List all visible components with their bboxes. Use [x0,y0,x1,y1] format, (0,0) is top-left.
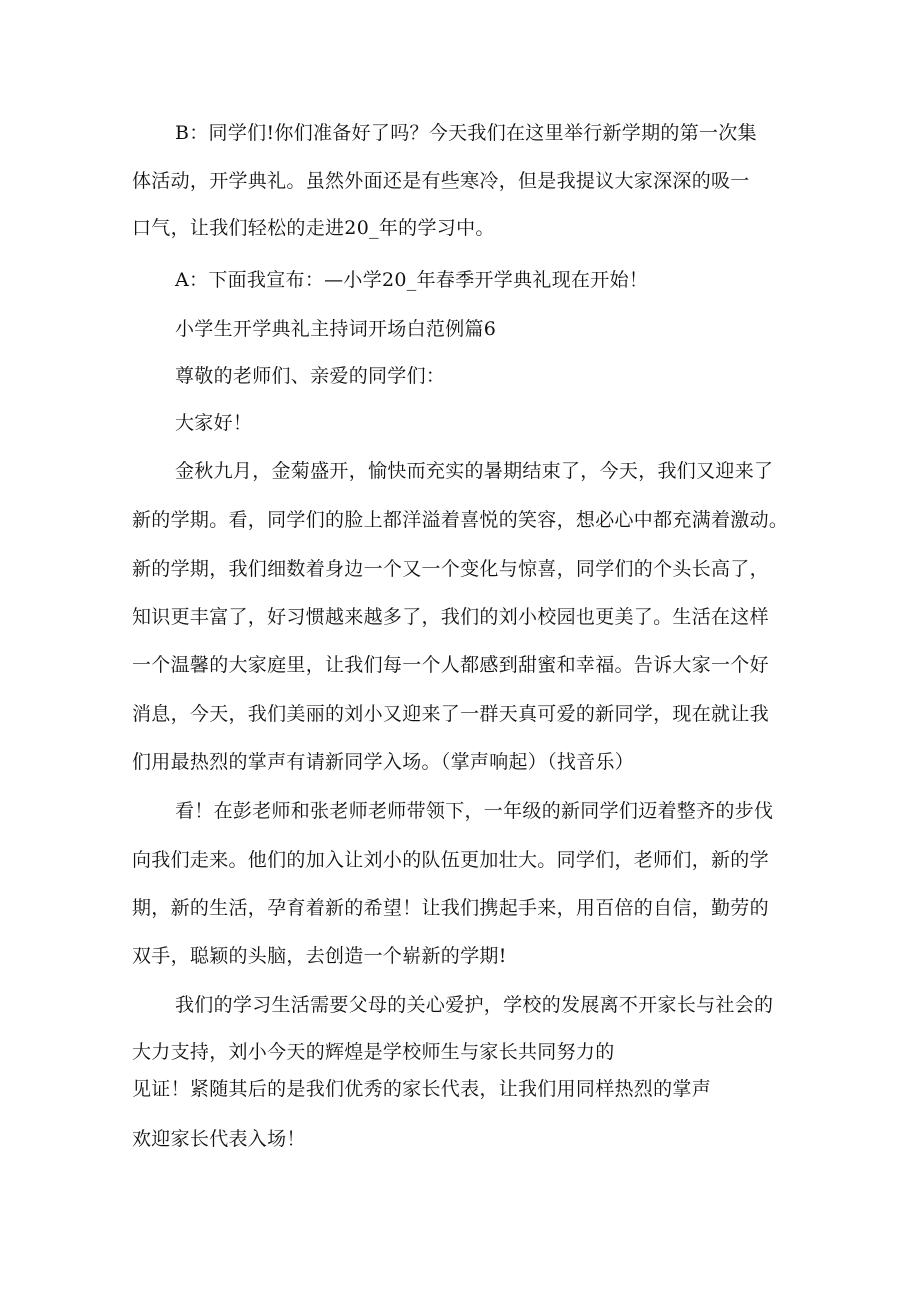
paragraph-line: 们用最热烈的掌声有请新同学入场。（掌声响起）（找音乐） [132,751,635,773]
paragraph-line: 向我们走来。他们的加入让刘小的队伍更加壮大。同学们，老师们，新的学 [132,849,769,871]
paragraph-line: 金秋九月，金菊盛开，愉快而充实的暑期结束了，今天，我们又迎来了 [175,460,774,482]
paragraph-line: 我们的学习生活需要父母的关心爱护，学校的发展离不开家长与社会的 [175,994,774,1016]
paragraph-line: 知识更丰富了，好习惯越来越多了，我们的刘小校园也更美了。生活在这样 [132,606,769,628]
paragraph-line: 欢迎家长代表入场！ [132,1128,306,1150]
paragraph-line: 一个温馨的大家庭里，让我们每一个人都感到甜蜜和幸福。告诉大家一个好 [132,654,769,676]
salutation: 尊敬的老师们、亲爱的同学们： [175,365,446,387]
paragraph-line: 口气，让我们轻松的走进20_年的学习中。 [132,217,495,239]
greeting: 大家好！ [175,412,253,434]
paragraph-line: 双手，聪颖的头脑，去创造一个崭新的学期! [132,945,507,967]
paragraph-line: 看！在彭老师和张老师老师带领下，一年级的新同学们迈着整齐的步伐 [175,800,774,822]
paragraph-line: 消息，今天，我们美丽的刘小又迎来了一群天真可爱的新同学，现在就让我 [132,703,769,725]
paragraph-line: 期，新的生活，孕育着新的希望！让我们携起手来，用百倍的自信，勤劳的 [132,897,769,919]
paragraph-line: 见证！紧随其后的是我们优秀的家长代表，让我们用同样热烈的掌声 [132,1078,712,1100]
paragraph-line: A：下面我宣布：—小学20_年春季开学典礼现在开始！ [175,269,649,291]
paragraph-line: 体活动，开学典礼。虽然外面还是有些寒冷，但是我提议大家深深的吸一 [132,170,750,192]
paragraph-line: 大力支持，刘小今天的辉煌是学校师生与家长共同努力的 [132,1041,615,1063]
paragraph-line: 新的学期，我们细数着身边一个又一个变化与惊喜，同学们的个头长高了， [132,558,769,580]
paragraph-line: B：同学们!你们准备好了吗？今天我们在这里举行新学期的第一次集 [175,122,757,144]
section-heading: 小学生开学典礼主持词开场白范例篇6 [175,318,497,340]
paragraph-line: 新的学期。看，同学们的脸上都洋溢着喜悦的笑容，想必心中都充满着激动。 [132,509,789,531]
